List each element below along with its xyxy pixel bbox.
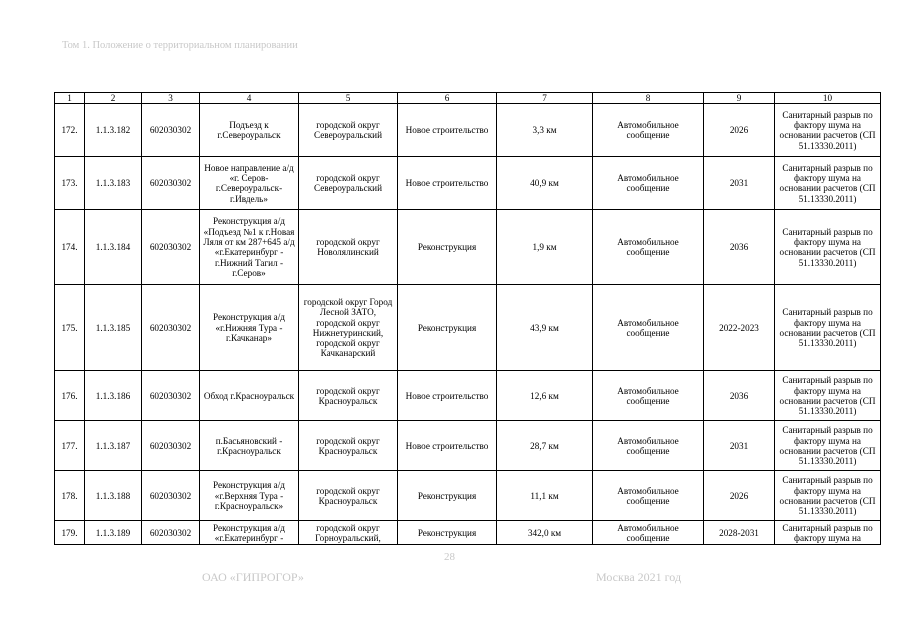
work-type-cell: Новое строительство [398,104,497,157]
year-cell: 2028-2031 [704,521,775,545]
object-name-cell: Обход г.Красноуральск [200,371,299,421]
table-row [55,104,881,157]
column-number-row [55,93,881,104]
object-code-cell: 1.1.3.184 [85,210,142,285]
table-row [55,471,881,521]
object-name-cell: Реконструкция а/д «г.Нижняя Тура - г.Качканар» [200,285,299,371]
column-header: 9 [704,93,775,104]
object-name-cell: Реконструкция а/д «г.Екатеринбург - [200,521,299,545]
object-name-cell: Реконструкция а/д «г.Верхняя Тура - г.Красноуральск» [200,471,299,521]
column-header: 5 [299,93,398,104]
municipality-cell: городской округ Красноуральск [299,371,398,421]
object-name-cell: Новое направление а/д «г. Серов-г.Североуральск-г.Ивдель» [200,157,299,210]
year-cell: 2036 [704,210,775,285]
year-cell: 2031 [704,421,775,471]
column-header: 2 [85,93,142,104]
row-number-cell: 178. [55,471,85,521]
purpose-cell: Автомобильное сообщение [593,521,704,545]
column-header: 3 [142,93,200,104]
column-header: 8 [593,93,704,104]
column-header: 4 [200,93,299,104]
work-type-cell: Реконструкция [398,210,497,285]
object-code-cell: 1.1.3.189 [85,521,142,545]
okato-code-cell: 602030302 [142,421,200,471]
table-row [55,521,881,545]
year-cell: 2026 [704,471,775,521]
object-code-cell: 1.1.3.185 [85,285,142,371]
year-cell: 2031 [704,157,775,210]
purpose-cell: Автомобильное сообщение [593,371,704,421]
document-header: Том 1. Положение о территориальном планировании [62,40,298,51]
okato-code-cell: 602030302 [142,471,200,521]
protection-zone-cell: Санитарный разрыв по фактору шума на основании расчетов (СП 51.13330.2011) [775,371,881,421]
municipality-cell: городской округ Североуральский [299,104,398,157]
purpose-cell: Автомобильное сообщение [593,157,704,210]
okato-code-cell: 602030302 [142,371,200,421]
okato-code-cell: 602030302 [142,104,200,157]
object-name-cell: п.Басьяновский - г.Красноуральск [200,421,299,471]
municipality-cell: городской округ Красноуральск [299,421,398,471]
row-number-cell: 177. [55,421,85,471]
table-row [55,421,881,471]
municipality-cell: городской округ Красноуральск [299,471,398,521]
work-type-cell: Реконструкция [398,285,497,371]
object-code-cell: 1.1.3.183 [85,157,142,210]
length-cell: 43,9 км [497,285,593,371]
protection-zone-cell: Санитарный разрыв по фактору шума на основании расчетов (СП 51.13330.2011) [775,210,881,285]
purpose-cell: Автомобильное сообщение [593,210,704,285]
length-cell: 342,0 км [497,521,593,545]
municipality-cell: городской округ Горноуральский, [299,521,398,545]
row-number-cell: 173. [55,157,85,210]
object-name-cell: Реконструкция а/д «Подъезд №1 к г.Новая Ляля от км 287+645 а/д «г.Екатеринбург - г.Нижний Тагил - г.Серов» [200,210,299,285]
object-code-cell: 1.1.3.187 [85,421,142,471]
okato-code-cell: 602030302 [142,157,200,210]
year-cell: 2036 [704,371,775,421]
length-cell: 28,7 км [497,421,593,471]
object-code-cell: 1.1.3.182 [85,104,142,157]
row-number-cell: 176. [55,371,85,421]
column-header: 6 [398,93,497,104]
table-row [55,371,881,421]
okato-code-cell: 602030302 [142,521,200,545]
objects-table [54,92,881,545]
footer-organization: ОАО «ГИПРОГОР» [202,570,304,584]
work-type-cell: Реконструкция [398,521,497,545]
okato-code-cell: 602030302 [142,285,200,371]
table-row [55,210,881,285]
municipality-cell: городской округ Город Лесной ЗАТО, городской округ Нижнетуринский, городской округ Качканарский [299,285,398,371]
protection-zone-cell: Санитарный разрыв по фактору шума на основании расчетов (СП 51.13330.2011) [775,285,881,371]
object-code-cell: 1.1.3.186 [85,371,142,421]
object-name-cell: Подъезд к г.Североуральск [200,104,299,157]
table-row [55,285,881,371]
protection-zone-cell: Санитарный разрыв по фактору шума на основании расчетов (СП 51.13330.2011) [775,421,881,471]
object-code-cell: 1.1.3.188 [85,471,142,521]
length-cell: 12,6 км [497,371,593,421]
purpose-cell: Автомобильное сообщение [593,104,704,157]
row-number-cell: 179. [55,521,85,545]
work-type-cell: Реконструкция [398,471,497,521]
row-number-cell: 172. [55,104,85,157]
column-header: 10 [775,93,881,104]
protection-zone-cell: Санитарный разрыв по фактору шума на основании расчетов (СП 51.13330.2011) [775,471,881,521]
work-type-cell: Новое строительство [398,371,497,421]
table-row [55,157,881,210]
length-cell: 40,9 км [497,157,593,210]
purpose-cell: Автомобильное сообщение [593,285,704,371]
purpose-cell: Автомобильное сообщение [593,421,704,471]
protection-zone-cell: Санитарный разрыв по фактору шума на основании расчетов (СП 51.13330.2011) [775,104,881,157]
purpose-cell: Автомобильное сообщение [593,471,704,521]
length-cell: 1,9 км [497,210,593,285]
length-cell: 3,3 км [497,104,593,157]
protection-zone-cell: Санитарный разрыв по фактору шума на [775,521,881,545]
work-type-cell: Новое строительство [398,157,497,210]
year-cell: 2026 [704,104,775,157]
municipality-cell: городской округ Новолялинский [299,210,398,285]
row-number-cell: 175. [55,285,85,371]
length-cell: 11,1 км [497,471,593,521]
footer-city-year: Москва 2021 год [596,570,682,584]
municipality-cell: городской округ Североуральский [299,157,398,210]
page-number: 28 [444,551,455,563]
protection-zone-cell: Санитарный разрыв по фактору шума на основании расчетов (СП 51.13330.2011) [775,157,881,210]
column-header: 1 [55,93,85,104]
work-type-cell: Новое строительство [398,421,497,471]
okato-code-cell: 602030302 [142,210,200,285]
row-number-cell: 174. [55,210,85,285]
year-cell: 2022-2023 [704,285,775,371]
column-header: 7 [497,93,593,104]
